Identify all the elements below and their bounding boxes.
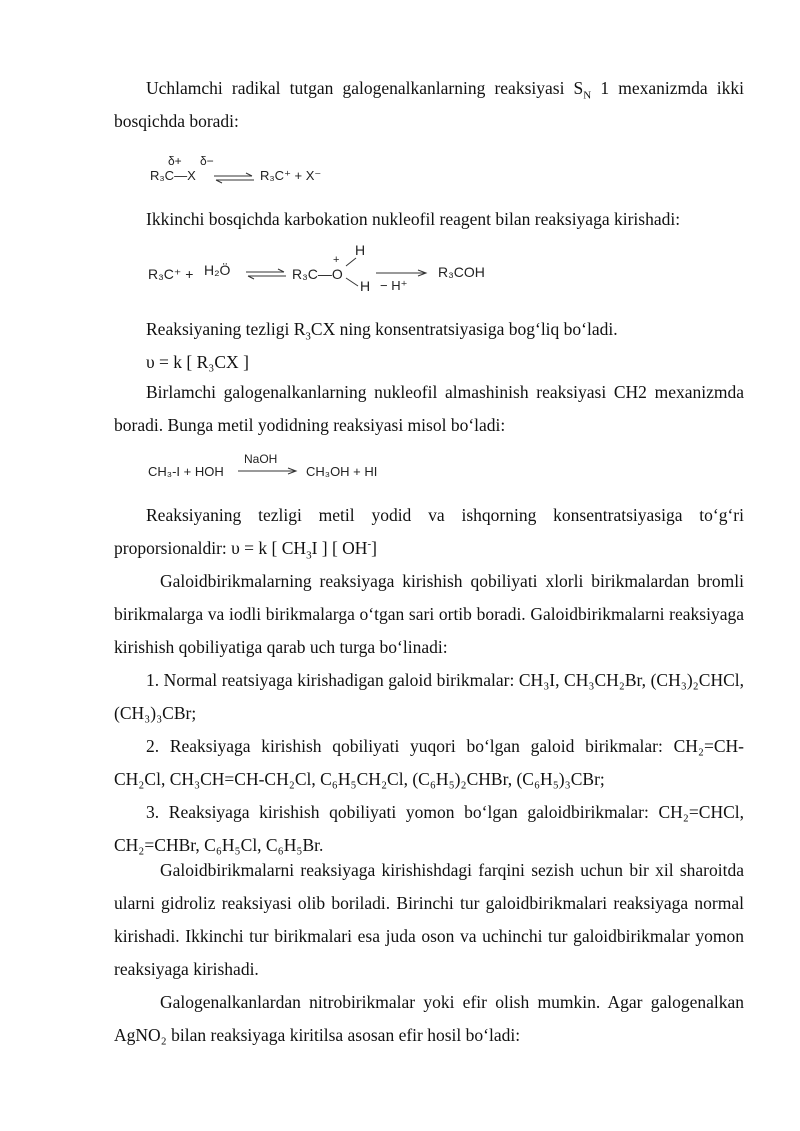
paragraph-second-step: Ikkinchi bosqichda karbokation nukleofil reagent bilan reaksiyaga kirishadi: <box>146 209 681 229</box>
paragraph-agno2: Galogenalkanlardan nitrobirikmalar yoki efir olish mumkin. Agar galogenalkan AgNO₂ bilan reaksiyaga kiritilsa asosan efir hosil bo‘ladi: <box>114 992 744 1045</box>
catalyst-label: NaOH <box>244 452 278 466</box>
equilibrium-arrow-icon <box>212 172 256 184</box>
equilibrium-arrow-icon <box>244 268 288 280</box>
reactants-methyl-iodide-water: CH₃-I + HOH <box>148 464 224 479</box>
equation-ionization <box>150 152 350 192</box>
list-item-unreactive-halides: 3. Reaksiyaga kirishish qobiliyati yomon bo‘lgan galoidbirikmalar: CH₂=CHCl, CH₂=CHBr, C₆H₅Cl, C₆H₅Br. <box>114 802 744 855</box>
partial-negative-label: δ− <box>200 154 214 168</box>
carbocation-reactant: R₃C⁺ + <box>148 266 194 282</box>
list-item-normal-halides: 1. Normal reatsiyaga kirishadigan galoid birikmalar: CH₃I, CH₃CH₂Br, (CH₃)₂CHCl, (CH₃)₃CBr; <box>114 670 744 723</box>
paragraph-sn1-intro: Uchlamchi radikal tutgan galogenalkanlarning reaksiyasi $S_N$ 1 mexanizmda ikki bosqichda boradi: <box>114 78 744 131</box>
oxonium-intermediate: R₃C—O <box>292 266 343 282</box>
list-item-reactive-halides: 2. Reaksiyaga kirishish qobiliyati yuqori bo‘lgan galoid birikmalar: CH₂=CH-CH₂Cl, CH₃CH=CH-CH₂Cl, C₆H₅CH₂Cl, (C₆H₅)₂CHBr, (C₆H₅)₃CBr; <box>114 736 744 789</box>
proton-loss-label: − H⁺ <box>380 278 408 293</box>
paragraph-rate-sn2: Reaksiyaning tezligi metil yodid va ishqorning konsentratsiyasiga to‘g‘ri proporsionaldir: υ = k [ $CH_3I$ ] [ OH-] <box>114 505 744 562</box>
products-methanol-hi: CH₃OH + HI <box>306 464 378 479</box>
reaction-arrow-icon <box>374 268 430 278</box>
paragraph-primary-halides: Birlamchi galogenalkanlarning nukleofil almashinish reaksiyasi CH2 mexanizmda boradi. Bunga metil yodidning reaksiyasi misol bo‘ladi: <box>114 382 744 435</box>
reactant-r3cx: R₃C—X <box>150 168 196 183</box>
oxonium-hydrogen-top: H <box>355 242 366 258</box>
equation-water-attack <box>148 240 508 300</box>
paragraph-rate-dependence: Reaksiyaning tezligi $R_3CX$ ning konsentratsiyasiga bog‘liq bo‘ladi. <box>146 319 618 343</box>
paragraph-hydrolysis: Galoidbirikmalarni reaksiyaga kirishishdagi farqini sezish uchun bir xil sharoitda ularni gidroliz reaksiyasi olib boriladi. Birinchi tur galoidbirikmalari reaksiyaga normal kirishadi. Ikkinchi tur birikmalari esa juda oson va uchinchi tur galoidbirikmalar yomon reaksiyaga kirishadi. <box>114 860 744 979</box>
alcohol-product: R₃COH <box>438 264 485 280</box>
oxonium-hydrogen-bottom: H <box>360 278 371 294</box>
equation-methyl-iodide <box>148 452 448 488</box>
reaction-arrow-icon <box>236 466 300 476</box>
partial-positive-label: δ+ <box>168 154 182 168</box>
rate-equation-sn1: υ = k [ R₃CX ] <box>146 352 249 372</box>
products-carbocation-halide: R₃C⁺ + X⁻ <box>260 168 322 183</box>
oxonium-charge: + <box>333 254 340 266</box>
water-molecule: H₂Ö <box>204 262 231 278</box>
oxonium-bonds-icon <box>342 254 362 294</box>
paragraph-reactivity-order: Galoidbirikmalarning reaksiyaga kirishish qobiliyati xlorli birikmalardan bromli birikmalarga va iodli birikmalarga o‘tgan sari ortib boradi. Galoidbirikmalarni reaksiyaga kirishish qobiliyatiga qarab uch turga bo‘linadi: <box>114 571 744 657</box>
